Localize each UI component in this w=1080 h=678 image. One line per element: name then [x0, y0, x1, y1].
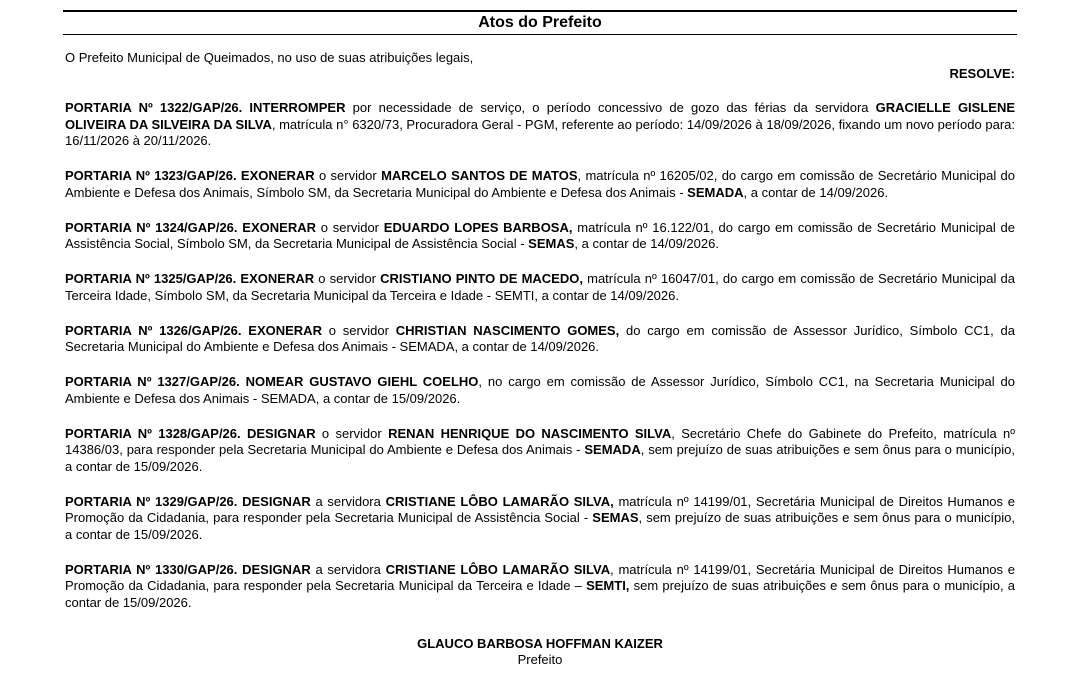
bold-text: PORTARIA Nº 1325/GAP/26. EXONERAR: [65, 271, 315, 286]
body-text: por necessidade de serviço, o período concessivo de gozo das férias da servidora: [345, 100, 876, 115]
body-text: do cargo em comissão de Assessor Jurídico, Símbolo CC1, da Secretaria Municipal do Ambiente e Defesa dos Animais - SEMADA, a contar de 14/09/2026.: [65, 322, 1015, 354]
portaria-paragraph: [65, 271, 1015, 304]
bold-text: CHRISTIAN NASCIMENTO GOMES,: [395, 322, 620, 338]
portaria-paragraph: [65, 426, 1015, 476]
section-title: Atos do Prefeito: [63, 10, 1017, 35]
bold-text: PORTARIA Nº 1322/GAP/26. INTERROMPER: [65, 100, 346, 115]
resolve-heading: RESOLVE:: [949, 66, 1015, 81]
signatory-name: GLAUCO BARBOSA HOFFMAN KAIZER: [417, 636, 663, 651]
body-text: o servidor: [321, 322, 396, 338]
bold-text: SEMAS: [592, 510, 639, 525]
body-text: a servidora: [310, 493, 386, 509]
signatory-role: Prefeito: [517, 652, 563, 667]
portaria-paragraph: [65, 494, 1015, 544]
body-text: , Secretário Chefe do Gabinete do Prefeito, matrícula nº 14386/03, para responder pela Secretaria Municipal do Ambiente e Defesa dos Animais -: [65, 425, 1015, 457]
body-text: o servidor: [314, 168, 382, 183]
portaria-paragraph: [65, 562, 1015, 612]
acts-list: [65, 100, 1015, 630]
bold-text: PORTARIA Nº 1327/GAP/26. NOMEAR GUSTAVO GIEHL COELHO: [65, 374, 479, 389]
body-text: , sem prejuízo de suas atribuições e sem ônus para o município, a contar de 15/09/2026.: [65, 510, 1016, 542]
portaria-paragraph: [65, 220, 1015, 253]
bold-text: CRISTIANE LÔBO LAMARÃO SILVA,: [385, 493, 614, 509]
portaria-paragraph: [65, 100, 1015, 150]
bold-text: PORTARIA Nº 1328/GAP/26. DESIGNAR: [65, 425, 316, 441]
body-text: , matrícula nº 14199/01, Secretária Municipal de Direitos Humanos e Promoção da Cidadania, para responder pela Secretaria Municipal da Terceira e Idade –: [65, 561, 1015, 593]
bold-text: GRACIELLE GISLENE OLIVEIRA DA SILVEIRA DA SILVA: [65, 100, 1016, 132]
intro-paragraph: O Prefeito Municipal de Queimados, no uso de suas atribuições legais,: [65, 50, 474, 65]
body-text: matrícula nº 14199/01, Secretária Municipal de Direitos Humanos e Promoção da Cidadania, para responder pela Secretaria Municipal de Assistência Social -: [65, 493, 1015, 525]
bold-text: MARCELO SANTOS DE MATOS: [381, 168, 578, 183]
bold-text: PORTARIA Nº 1324/GAP/26. EXONERAR: [65, 219, 316, 235]
bold-text: SEMAS: [528, 236, 575, 251]
portaria-paragraph: [65, 168, 1015, 201]
body-text: matrícula nº 16047/01, do cargo em comissão de Secretário Municipal da Terceira Idade, Símbolo SM, da Secretaria Municipal da Terceira e Idade - SEMTI, a contar de 14/09/2026.: [65, 271, 1015, 303]
body-text: , a contar de 14/09/2026.: [574, 236, 719, 251]
body-text: , matrícula n° 6320/73, Procuradora Geral - PGM, referente ao período: 14/09/2026 à 18/09/2026, fixando um novo período para: 16/11/2026 à 20/11/2026.: [65, 116, 1015, 148]
bold-text: SEMADA: [584, 442, 641, 457]
signature-block: [65, 636, 1015, 668]
bold-text: CRISTIANE LÔBO LAMARÃO SILVA: [385, 561, 611, 577]
bold-text: PORTARIA Nº 1330/GAP/26. DESIGNAR: [65, 561, 311, 577]
body-text: , matrícula nº 16205/02, do cargo em comissão de Secretário Municipal do Ambiente e Defesa dos Animais, Símbolo SM, da Secretaria Municipal do Ambiente e Defesa dos Animais -: [65, 168, 1015, 200]
bold-text: RENAN HENRIQUE DO NASCIMENTO SILVA: [388, 425, 672, 441]
body-text: o servidor: [314, 271, 381, 286]
bold-text: PORTARIA Nº 1323/GAP/26. EXONERAR: [65, 168, 315, 183]
portaria-paragraph: [65, 323, 1015, 356]
bold-text: PORTARIA Nº 1326/GAP/26. EXONERAR: [65, 322, 322, 338]
bold-text: PORTARIA Nº 1329/GAP/26. DESIGNAR: [65, 493, 311, 509]
bold-text: CRISTIANO PINTO DE MACEDO,: [380, 271, 583, 286]
bold-text: SEMTI,: [586, 578, 630, 593]
portaria-paragraph: [65, 374, 1015, 407]
body-text: , no cargo em comissão de Assessor Jurídico, Símbolo CC1, na Secretaria Municipal do Ambiente e Defesa dos Animais - SEMADA, a contar de 15/09/2026.: [65, 374, 1015, 406]
body-text: matrícula nº 16.122/01, do cargo em comissão de Secretário Municipal de Assistência Social, Símbolo SM, da Secretaria Municipal de Assistência Social -: [65, 219, 1015, 251]
body-text: o servidor: [315, 219, 384, 235]
body-text: , a contar de 14/09/2026.: [743, 184, 889, 200]
bold-text: SEMADA: [687, 184, 744, 200]
body-text: a servidora: [310, 561, 386, 577]
body-text: o servidor: [315, 425, 389, 441]
body-text: , sem prejuízo de suas atribuições e sem ônus para o município, a contar de 15/09/2026.: [65, 442, 1015, 474]
bold-text: EDUARDO LOPES BARBOSA,: [383, 219, 573, 235]
body-text: sem prejuízo de suas atribuições e sem ônus para o município, a contar de 15/09/2026.: [65, 578, 1015, 610]
